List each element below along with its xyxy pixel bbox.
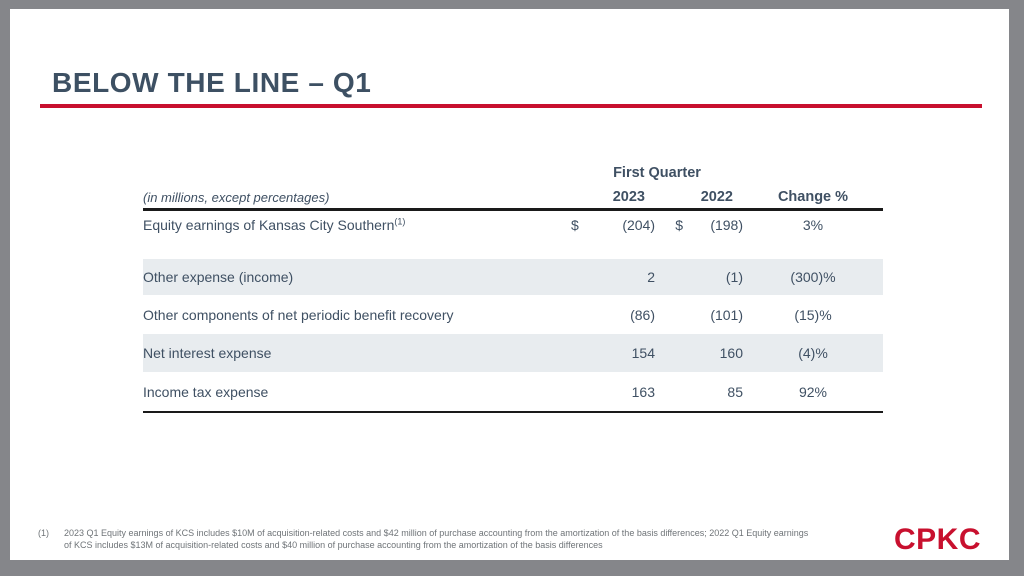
table-row (143, 211, 883, 259)
column-header-change: Change % (777, 189, 849, 205)
value-2022: (1) (725, 269, 743, 285)
value-2023: (204) (622, 217, 655, 233)
row-label: Other components of net periodic benefit recovery (143, 306, 454, 323)
value-2023: 2 (647, 269, 655, 285)
group-header-first-quarter: First Quarter (613, 165, 701, 181)
value-2022: 160 (719, 345, 743, 361)
row-label: Income tax expense (143, 383, 269, 400)
table-row (143, 334, 883, 372)
footnote-line: 2023 Q1 Equity earnings of KCS includes $10M of acquisition-related costs and $42 million of purchase accounting from the amortization of the basis differences; 2022 Q1 Equity earnings (64, 528, 809, 538)
row-label: Net interest expense (143, 345, 272, 361)
table-caption: (in millions, except percentages) (143, 190, 330, 205)
table-row (143, 259, 883, 295)
table-bottom-rule (143, 411, 883, 413)
footnote-text (64, 528, 998, 551)
footnote-marker: (1) (38, 528, 49, 538)
footnote (38, 528, 998, 551)
value-change: (300)% (790, 269, 836, 285)
title-underline-rule (40, 104, 982, 108)
financial-table (143, 157, 883, 413)
footnote-marker-superscript: (1) (394, 216, 406, 227)
value-change: 92% (798, 383, 828, 400)
table-group-header-row (143, 157, 883, 181)
column-header-2023: 2023 (612, 189, 645, 205)
value-change: 3% (802, 217, 824, 233)
value-change: (15)% (794, 306, 832, 323)
table-header-row (143, 181, 883, 211)
value-change: (4)% (798, 345, 828, 361)
row-label-text: Equity earnings of Kansas City Southern (143, 217, 395, 233)
slide (10, 9, 1009, 560)
slide-title: BELOW THE LINE – Q1 (52, 67, 372, 98)
table-row (143, 372, 883, 411)
currency-symbol-2023: $ (571, 217, 579, 233)
value-2023: (86) (630, 306, 655, 323)
row-label: Other expense (income) (143, 269, 294, 285)
currency-symbol-2022: $ (675, 217, 683, 233)
row-label (143, 211, 571, 233)
value-2023: 154 (631, 345, 655, 361)
value-2023: 163 (631, 383, 655, 400)
value-2022: (101) (710, 306, 743, 323)
table-row (143, 295, 883, 334)
column-header-2022: 2022 (700, 189, 733, 205)
value-2022: (198) (710, 217, 743, 233)
value-2022: 85 (727, 383, 743, 400)
footnote-line: of KCS includes $13M of acquisition-related costs and $40 million of purchase accounting from the amortization of the basis differences (64, 539, 603, 550)
cpkc-logo: CPKC (893, 523, 981, 556)
